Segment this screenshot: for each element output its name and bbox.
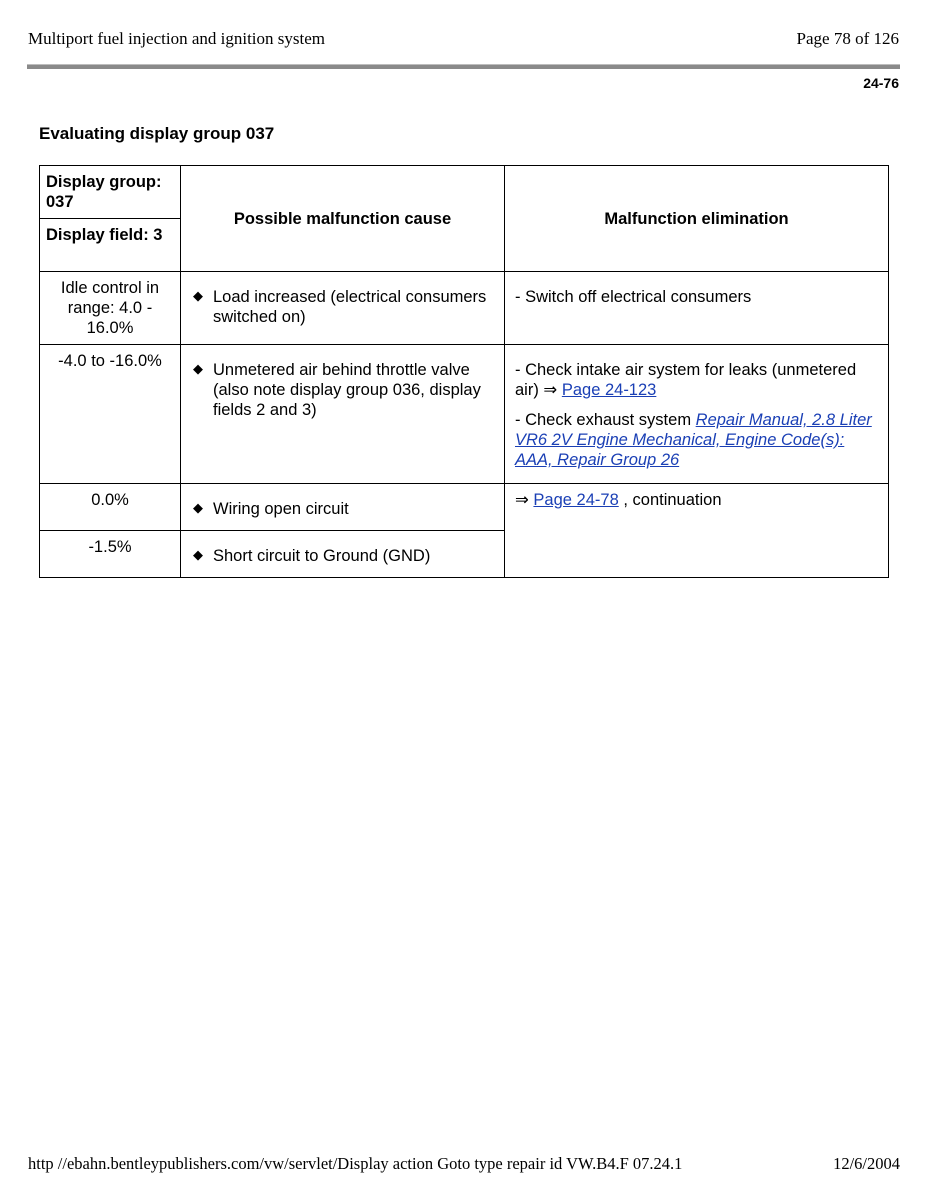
column-header-cause: Possible malfunction cause [181, 166, 505, 272]
elimination-text: , continuation [623, 491, 722, 509]
cause-text: Wiring open circuit [213, 500, 349, 518]
elimination-cell [505, 345, 889, 484]
table-row [40, 484, 889, 531]
page-footer [28, 1154, 900, 1174]
table-row [40, 272, 889, 345]
page-link[interactable]: Page 24-123 [561, 381, 657, 399]
elimination-cell [505, 272, 889, 345]
value-cell: Idle control in range: 4.0 - 16.0% [40, 272, 181, 345]
diamond-bullet-icon: ◆ [193, 361, 203, 376]
header-divider [27, 64, 900, 69]
display-field-label: Display field: 3 [40, 219, 181, 272]
page-info: Page 78 of 126 [796, 29, 899, 48]
page-link[interactable]: Page 24-78 [533, 491, 619, 509]
elimination-text: - Switch off electrical consumers [515, 288, 752, 306]
page-code: 24-76 [863, 75, 899, 91]
section-title: Evaluating display group 037 [39, 124, 275, 143]
cause-cell [181, 531, 505, 578]
repair-manual-link[interactable]: Repair Manual, 2.8 Liter VR6 2V Engine Mechanical, Engine Code(s): AAA, Repair Group 26 [515, 411, 872, 469]
elimination-cell [505, 484, 889, 578]
value-cell: -1.5% [40, 531, 181, 578]
document-title: Multiport fuel injection and ignition system [28, 29, 325, 48]
footer-date: 12/6/2004 [833, 1154, 900, 1173]
footer-url: http //ebahn.bentleypublishers.com/vw/servlet/Display action Goto type repair id VW.B4.F 07.24.1 [28, 1154, 683, 1173]
diamond-bullet-icon: ◆ [193, 288, 203, 303]
elimination-step [515, 490, 882, 510]
column-header-elimination: Malfunction elimination [505, 166, 889, 272]
cause-text: Load increased (electrical consumers switched on) [213, 288, 487, 326]
display-group-label: Display group: 037 [40, 166, 181, 219]
elimination-step [515, 360, 882, 400]
value-cell: -4.0 to -16.0% [40, 345, 181, 484]
cause-cell [181, 272, 505, 345]
elimination-step [515, 410, 882, 470]
elimination-text: - Check exhaust system [515, 411, 692, 429]
value-cell: 0.0% [40, 484, 181, 531]
elimination-text: - Check intake air system for leaks (unmetered air) ⇒ [515, 361, 857, 399]
diamond-bullet-icon: ◆ [193, 547, 203, 562]
diamond-bullet-icon: ◆ [193, 500, 203, 515]
display-group-table [39, 165, 889, 578]
table-header-row-1 [40, 166, 889, 219]
cause-text: Short circuit to Ground (GND) [213, 547, 431, 565]
table-row [40, 345, 889, 484]
cause-cell [181, 484, 505, 531]
arrow-icon: ⇒ [515, 491, 529, 509]
cause-text: Unmetered air behind throttle valve (also note display group 036, display fields 2 and 3) [213, 361, 481, 419]
cause-cell [181, 345, 505, 484]
